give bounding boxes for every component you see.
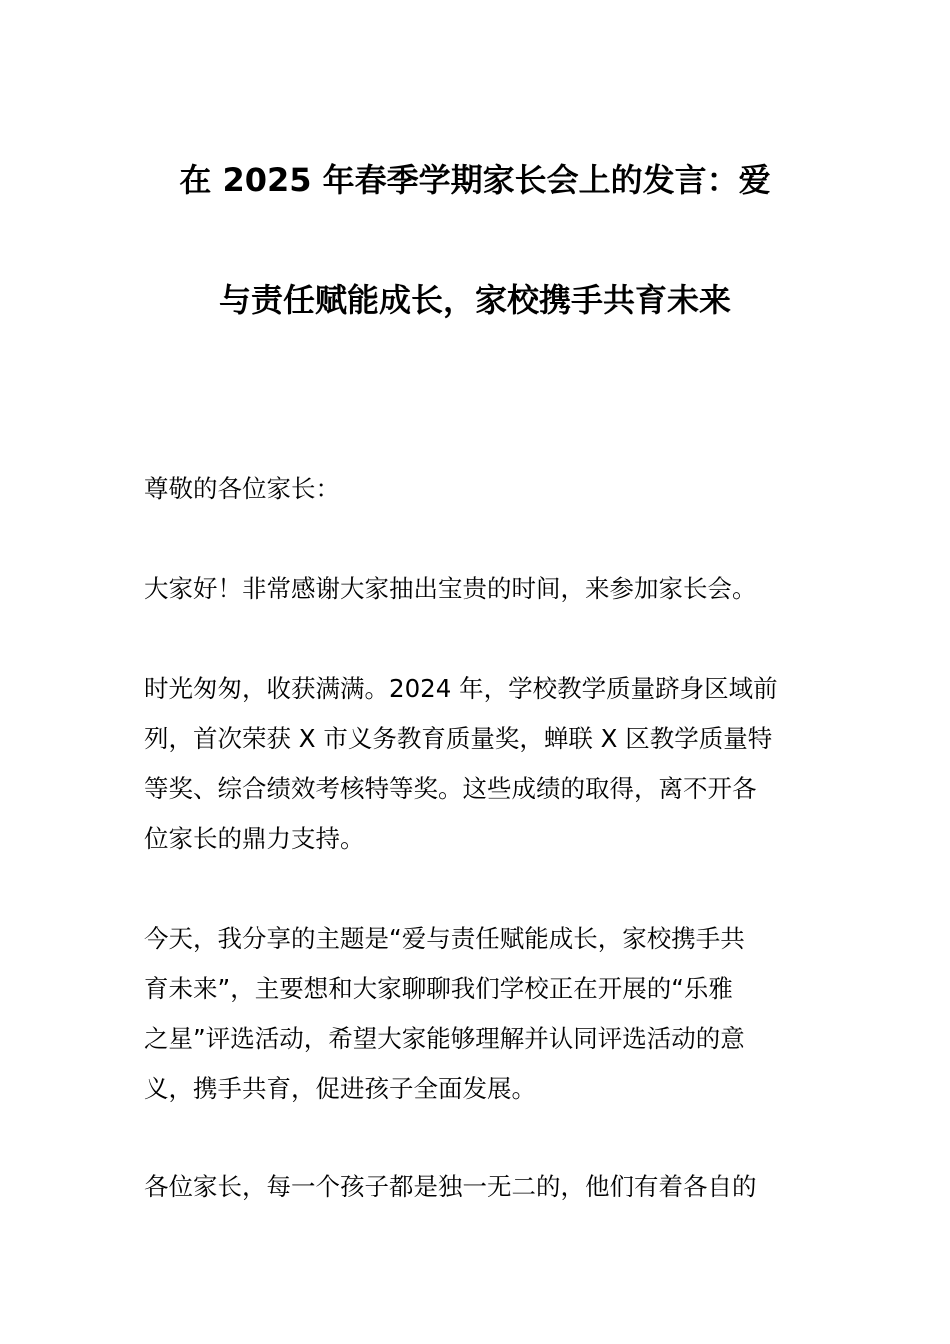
achievements-paragraph [144,664,808,864]
document-title-line-1: 在 2025 年春季学期家长会上的发言：爱 [179,161,771,199]
document-title-line-2: 与责任赋能成长，家校携手共育未来 [218,281,731,319]
theme-paragraph [144,914,808,1114]
paragraph-line: 位家长的鼎力支持。 [144,824,365,853]
paragraph-line: 今天，我分享的主题是“爱与责任赋能成长，家校携手共 [144,924,745,953]
paragraph-line: 时光匆匆，收获满满。2024 年，学校教学质量跻身区域前 [144,674,778,703]
salutation-paragraph [144,464,808,514]
paragraph-line: 育未来”，主要想和大家聊聊我们学校正在开展的“乐雅 [144,974,733,1003]
paragraph-line: 大家好！非常感谢大家抽出宝贵的时间，来参加家长会。 [144,574,757,603]
paragraph-line: 义，携手共育，促进孩子全面发展。 [144,1074,536,1103]
greeting-paragraph [144,564,808,614]
paragraph-line: 等奖、综合绩效考核特等奖。这些成绩的取得，离不开各 [144,774,757,803]
paragraph-line: 列，首次荣获 X 市义务教育质量奖，蝉联 X 区教学质量特 [144,724,773,753]
closing-paragraph [144,1162,808,1212]
paragraph-line: 尊敬的各位家长： [144,474,340,503]
paragraph-line: 各位家长，每一个孩子都是独一无二的，他们有着各自的 [144,1172,757,1201]
paragraph-line: 之星”评选活动，希望大家能够理解并认同评选活动的意 [144,1024,745,1053]
